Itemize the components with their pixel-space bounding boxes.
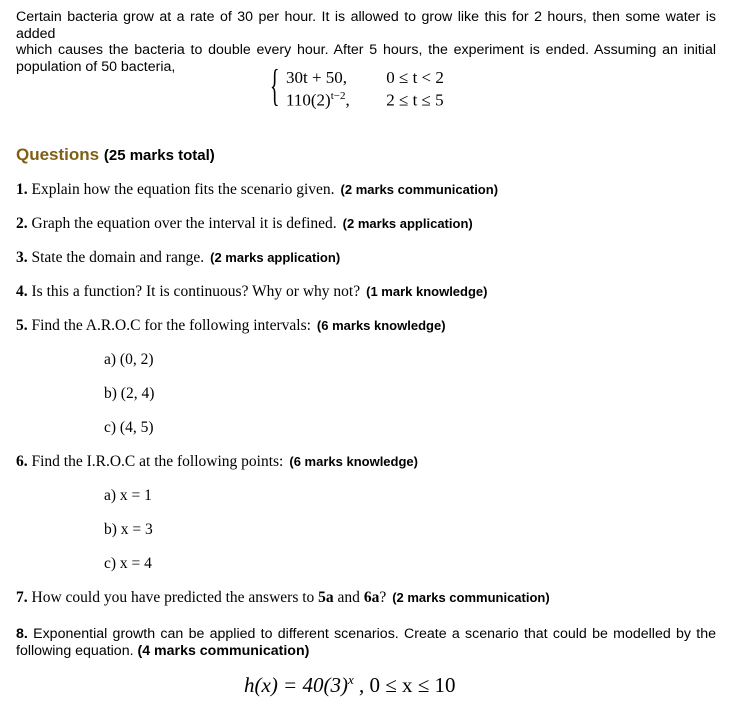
q6-item-b: b) x = 3 [104,521,153,538]
question-7-marks: (2 marks communication) [392,590,550,605]
question-5: 5. Find the A.R.O.C for the following intervals: (6 marks knowledge) [16,317,446,334]
question-6-marks: (6 marks knowledge) [289,454,418,469]
final-equation-lhs: h(x) = 40(3) [244,673,348,697]
question-7: 7. How could you have predicted the answers to 5a and 6a? (2 marks communication) [16,589,550,606]
reference-5a: 5a [318,589,334,606]
question-4-marks: (1 mark knowledge) [366,284,488,299]
piecewise-expression-1: 30t + 50, [286,68,348,87]
intro-line-2: which causes the bacteria to double every hour. After 5 hours, the experiment is ended. Assuming an initial [16,42,716,58]
question-2-marks: (2 marks application) [342,216,473,231]
piecewise-row-2 [286,90,444,111]
question-2: 2. Graph the equation over the interval it is defined. (2 marks application) [16,215,473,232]
question-8-marks: (4 marks communication) [137,643,310,659]
q5-item-a: a) (0, 2) [104,351,154,368]
piecewise-condition-1: 0 ≤ t < 2 [386,68,444,87]
question-6: 6. Find the I.R.O.C at the following points: (6 marks knowledge) [16,453,418,470]
reference-6a: 6a [363,589,380,606]
final-equation-domain: , 0 ≤ x ≤ 10 [353,673,456,697]
q6-item-a: a) x = 1 [104,487,152,504]
question-8-line-2: following equation. [16,643,134,659]
question-8 [16,626,716,660]
left-brace: { [270,61,280,110]
question-4: 4. Is this a function? It is continuous? Why or why not? (1 mark knowledge) [16,283,488,300]
total-marks: (25 marks total) [103,147,215,164]
questions-title: Questions [16,145,100,164]
question-3: 3. State the domain and range. (2 marks application) [16,249,341,266]
question-5-marks: (6 marks knowledge) [316,318,446,333]
piecewise-condition-2: 2 ≤ t ≤ 5 [386,90,444,110]
question-1-marks: (2 marks communication) [340,182,499,197]
q5-item-c: c) (4, 5) [104,419,154,436]
exponent: t−2 [330,90,346,102]
final-equation [244,672,456,698]
final-equation-exponent: x [347,672,354,687]
intro-paragraph [16,9,716,75]
question-8-line-1: Exponential growth can be applied to different scenarios. Create a scenario that could be modelled by the [33,626,716,642]
q6-item-c: c) x = 4 [104,555,152,572]
intro-line-3: population of 50 bacteria, [16,58,176,75]
piecewise-expression-2: $110(2)^{t-2}$, [286,90,350,110]
intro-line-1: Certain bacteria grow at a rate of 30 per hour. It is allowed to grow like this for 2 hours, then some water is added [16,9,716,42]
question-8-number: 8. [16,626,28,642]
question-3-marks: (2 marks application) [210,250,341,265]
q5-item-b: b) (2, 4) [104,385,155,402]
piecewise-row-1 [286,68,444,88]
questions-heading [16,145,215,165]
question-1: 1. Explain how the equation fits the scenario given. (2 marks communication) [16,181,499,198]
